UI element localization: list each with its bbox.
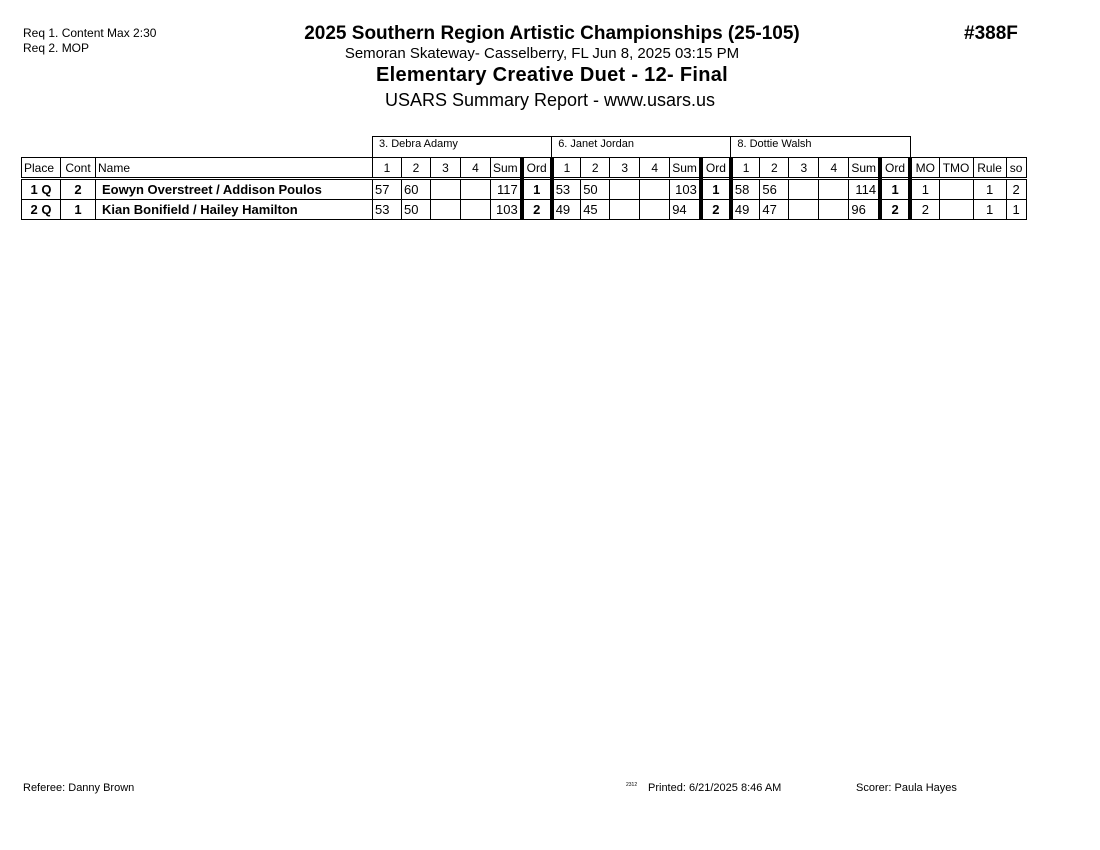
- rule: 1: [973, 179, 1006, 200]
- judge-1-name: 3. Debra Adamy: [373, 137, 552, 158]
- j2-ord: 2: [701, 200, 731, 220]
- j3-ord: 1: [880, 179, 910, 200]
- j2-col-4: 4: [640, 158, 670, 179]
- col-rule: Rule: [973, 158, 1006, 179]
- j1-ord: 1: [522, 179, 552, 200]
- printed-timestamp: Printed: 6/21/2025 8:46 AM: [648, 782, 782, 794]
- col-tmo: TMO: [939, 158, 973, 179]
- j2-col-sum: Sum: [670, 158, 701, 179]
- j2-col-3: 3: [610, 158, 640, 179]
- j1-ord: 2: [522, 200, 552, 220]
- j3-score-1: 58: [731, 179, 760, 200]
- cont: 1: [61, 200, 96, 220]
- j2-score-2: 45: [581, 200, 610, 220]
- j1-sum: 117: [491, 179, 522, 200]
- requirement-1: Req 1. Content Max 2:30: [23, 26, 157, 40]
- so: 1: [1006, 200, 1026, 220]
- j3-col-1: 1: [731, 158, 760, 179]
- table-row: [22, 179, 1027, 200]
- requirement-2: Req 2. MOP: [23, 41, 90, 55]
- col-cont: Cont: [61, 158, 96, 179]
- tmo: [939, 179, 973, 200]
- j1-col-ord: Ord: [522, 158, 552, 179]
- so: 2: [1006, 179, 1026, 200]
- j2-score-2: 50: [581, 179, 610, 200]
- j3-col-2: 2: [760, 158, 789, 179]
- place: 2 Q: [22, 200, 61, 220]
- j3-col-3: 3: [789, 158, 819, 179]
- j2-col-1: 1: [552, 158, 581, 179]
- j3-score-4: [819, 200, 849, 220]
- tmo: [939, 200, 973, 220]
- j1-score-3: [431, 179, 461, 200]
- j1-score-4: [461, 179, 491, 200]
- mo: 2: [910, 200, 939, 220]
- j3-col-ord: Ord: [880, 158, 910, 179]
- judge-2-name: 6. Janet Jordan: [552, 137, 731, 158]
- j3-score-3: [789, 179, 819, 200]
- j2-score-1: 49: [552, 200, 581, 220]
- judges-row: [22, 137, 1027, 158]
- j1-col-4: 4: [461, 158, 491, 179]
- j2-score-4: [640, 179, 670, 200]
- j1-col-sum: Sum: [491, 158, 522, 179]
- table-row: [22, 200, 1027, 220]
- j3-score-2: 47: [760, 200, 789, 220]
- judge-3-name: 8. Dottie Walsh: [731, 137, 910, 158]
- j2-score-4: [640, 200, 670, 220]
- j3-sum: 114: [849, 179, 880, 200]
- j2-score-3: [610, 200, 640, 220]
- j2-score-1: 53: [552, 179, 581, 200]
- skater-names: Eowyn Overstreet / Addison Poulos: [96, 179, 373, 200]
- header-row: [22, 158, 1027, 179]
- j2-col-2: 2: [581, 158, 610, 179]
- col-mo: MO: [910, 158, 939, 179]
- cont: 2: [61, 179, 96, 200]
- results-table: [21, 136, 1027, 220]
- j2-score-3: [610, 179, 640, 200]
- col-place: Place: [22, 158, 61, 179]
- tiny-code: 2312: [626, 782, 638, 788]
- j3-score-3: [789, 200, 819, 220]
- j3-col-sum: Sum: [849, 158, 880, 179]
- referee-label: Referee: Danny Brown: [23, 782, 135, 794]
- j2-col-ord: Ord: [701, 158, 731, 179]
- j1-score-2: 50: [402, 200, 431, 220]
- event-title: Elementary Creative Duet - 12- Final: [375, 64, 729, 86]
- j1-score-1: 53: [373, 200, 402, 220]
- j2-sum: 103: [670, 179, 701, 200]
- col-name: Name: [96, 158, 373, 179]
- j1-score-1: 57: [373, 179, 402, 200]
- j2-ord: 1: [701, 179, 731, 200]
- place: 1 Q: [22, 179, 61, 200]
- j3-ord: 2: [880, 200, 910, 220]
- j1-col-1: 1: [373, 158, 402, 179]
- j1-score-2: 60: [402, 179, 431, 200]
- j3-sum: 96: [849, 200, 880, 220]
- j1-sum: 103: [491, 200, 522, 220]
- rule: 1: [973, 200, 1006, 220]
- j3-score-2: 56: [760, 179, 789, 200]
- j3-col-4: 4: [819, 158, 849, 179]
- j1-col-3: 3: [431, 158, 461, 179]
- j3-score-4: [819, 179, 849, 200]
- j1-score-4: [461, 200, 491, 220]
- j1-col-2: 2: [402, 158, 431, 179]
- j1-score-3: [431, 200, 461, 220]
- col-so: so: [1006, 158, 1026, 179]
- j2-sum: 94: [670, 200, 701, 220]
- j3-score-1: 49: [731, 200, 760, 220]
- competition-title: 2025 Southern Region Artistic Championships (25-105): [304, 23, 800, 44]
- report-title: USARS Summary Report - www.usars.us: [384, 90, 716, 110]
- event-number: #388F: [964, 23, 1018, 44]
- mo: 1: [910, 179, 939, 200]
- venue-line: Semoran Skateway- Casselberry, FL Jun 8, 2025 03:15 PM: [344, 45, 740, 62]
- scorer-label: Scorer: Paula Hayes: [856, 782, 957, 794]
- skater-names: Kian Bonifield / Hailey Hamilton: [96, 200, 373, 220]
